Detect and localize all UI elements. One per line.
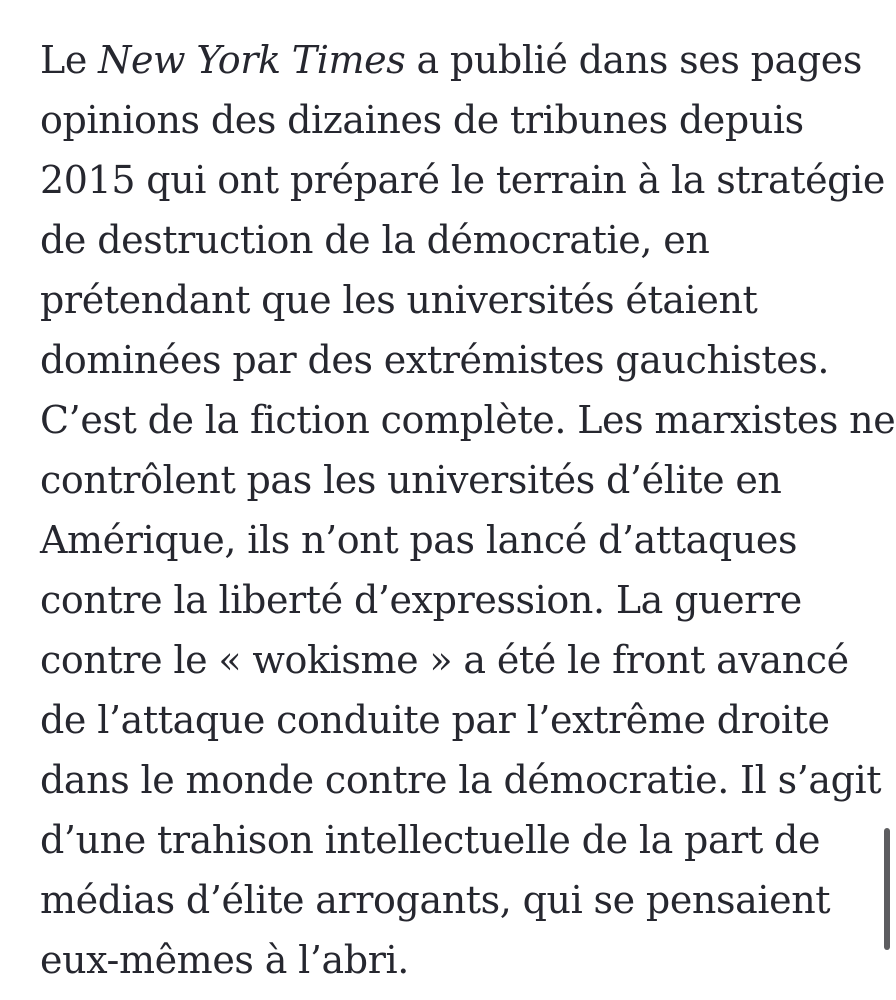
publication-name: New York Times xyxy=(98,38,406,82)
text-line-3: 2015 qui ont préparé le terrain à la stratégie xyxy=(40,158,885,202)
text-line-6: dominées par des extrémistes gauchistes. xyxy=(40,338,830,382)
text-line-13: dans le monde contre la démocratie. Il s’agit xyxy=(40,758,882,802)
text-line-4: de destruction de la démocratie, en xyxy=(40,218,710,262)
text-line-14: d’une trahison intellectuelle de la part de xyxy=(40,818,821,862)
text-line-2: opinions des dizaines de tribunes depuis xyxy=(40,98,804,142)
text-line-8: contrôlent pas les universités d’élite en xyxy=(40,458,782,502)
text-line-12: de l’attaque conduite par l’extrême droite xyxy=(40,698,830,742)
text-line-7: C’est de la fiction complète. Les marxistes ne xyxy=(40,398,896,442)
vertical-scrollbar[interactable] xyxy=(884,828,890,950)
text-line-15: médias d’élite arrogants, qui se pensaient xyxy=(40,878,831,922)
text-line-11: contre le « wokisme » a été le front avancé xyxy=(40,638,849,682)
text-line-1 xyxy=(40,30,866,90)
text-line-5: prétendant que les universités étaient xyxy=(40,278,758,322)
text-line-10: contre la liberté d’expression. La guerre xyxy=(40,578,802,622)
article-paragraph xyxy=(40,30,896,990)
text-line-16: eux-mêmes à l’abri. xyxy=(40,938,409,982)
text-line-1-start: Le xyxy=(40,38,99,82)
text-line-9: Amérique, ils n’ont pas lancé d’attaques xyxy=(40,518,798,562)
text-line-1-end: a publié dans ses pages xyxy=(405,38,862,82)
